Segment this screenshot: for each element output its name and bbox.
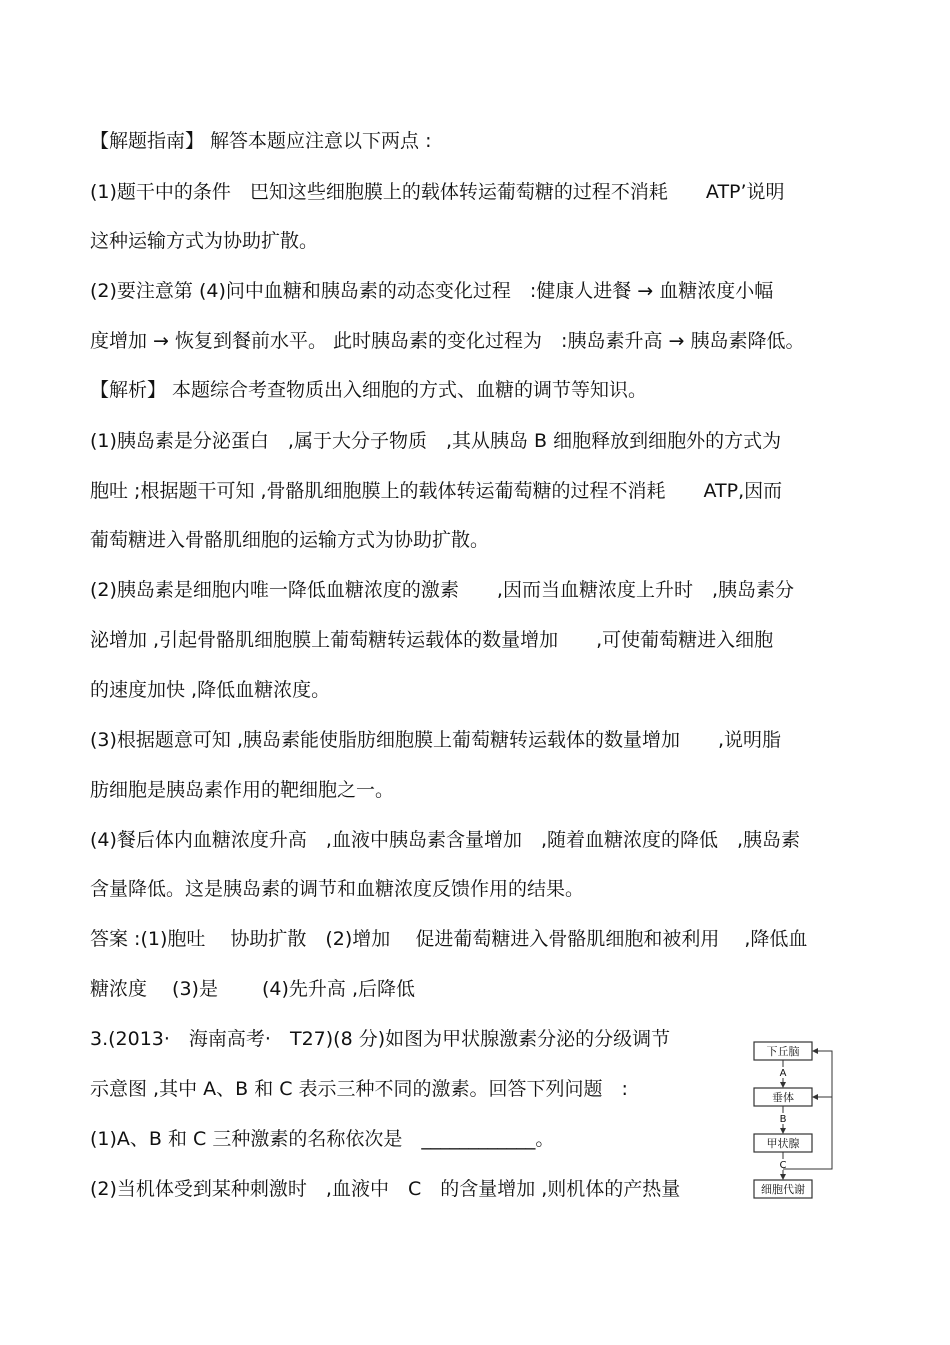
text-line: (1)胰岛素是分泌蛋白 ,属于大分子物质 ,其从胰岛 B 细胞释放到细胞外的方式为 (90, 430, 782, 452)
box-label: 甲状腺 (766, 1137, 800, 1150)
text-line: 泌增加 ,引起骨骼肌细胞膜上葡萄糖转运载体的数量增加 ,可使葡萄糖进入细胞 (90, 629, 774, 651)
question-line: 3.(2013· 海南高考· T27)(8 分)如图为甲状腺激素分泌的分级调节 (90, 1028, 671, 1050)
text-line: 含量降低。这是胰岛素的调节和血糖浓度反馈作用的结果。 (90, 878, 585, 900)
text-line: (2)要注意第 (4)问中血糖和胰岛素的动态变化过程 :健康人进餐 → 血糖浓度小幅 (90, 280, 774, 302)
arrow-label-c: C (779, 1160, 787, 1171)
question-line: (1)A、B 和 C 三种激素的名称依次是 ____________。 (90, 1128, 555, 1150)
text-line: 胞吐 ;根据题干可知 ,骨骼肌细胞膜上的载体转运葡萄糖的过程不消耗 ATP,因而 (90, 480, 783, 502)
text-line: (1)题干中的条件 巴知这些细胞膜上的载体转运葡萄糖的过程不消耗 ATP’说明 (90, 181, 785, 203)
question-line: 示意图 ,其中 A、B 和 C 表示三种不同的激素。回答下列问题 : (90, 1078, 628, 1100)
box-label: 下丘脑 (766, 1045, 800, 1058)
answer-line: 糖浓度 (3)是 (4)先升高 ,后降低 (90, 978, 415, 1000)
text-line: 肪细胞是胰岛素作用的靶细胞之一。 (90, 779, 395, 801)
box-hypothalamus (754, 1042, 812, 1060)
question-line: (2)当机体受到某种刺激时 ,血液中 C 的含量增加 ,则机体的产热量 (90, 1178, 681, 1200)
text-line: 这种运输方式为协助扩散。 (90, 230, 319, 252)
box-label: 细胞代谢 (761, 1183, 805, 1196)
box-label: 垂体 (772, 1091, 794, 1104)
text-line: 【解题指南】 解答本题应注意以下两点 : (90, 130, 432, 152)
text-line: (2)胰岛素是细胞内唯一降低血糖浓度的激素 ,因而当血糖浓度上升时 ,胰岛素分 (90, 579, 794, 601)
text-line: (4)餐后体内血糖浓度升高 ,血液中胰岛素含量增加 ,随着血糖浓度的降低 ,胰岛素 (90, 829, 801, 851)
thyroid-regulation-diagram (748, 1036, 848, 1211)
arrow-label-a: A (779, 1068, 787, 1079)
text-line: 【解析】 本题综合考查物质出入细胞的方式、血糖的调节等知识。 (90, 379, 648, 401)
answer-line: 答案 :(1)胞吐 协助扩散 (2)增加 促进葡萄糖进入骨骼肌细胞和被利用 ,降低血 (90, 928, 808, 950)
arrow-label-b: B (779, 1114, 787, 1125)
box-cell-metabolism (754, 1180, 812, 1198)
box-pituitary (754, 1088, 812, 1106)
text-line: 葡萄糖进入骨骼肌细胞的运输方式为协助扩散。 (90, 529, 490, 551)
text-line: (3)根据题意可知 ,胰岛素能使脂肪细胞膜上葡萄糖转运载体的数量增加 ,说明脂 (90, 729, 782, 751)
box-thyroid (754, 1134, 812, 1152)
text-line: 的速度加快 ,降低血糖浓度。 (90, 679, 331, 701)
text-line: 度增加 → 恢复到餐前水平。 此时胰岛素的变化过程为 :胰岛素升高 → 胰岛素降低。 (90, 330, 805, 352)
